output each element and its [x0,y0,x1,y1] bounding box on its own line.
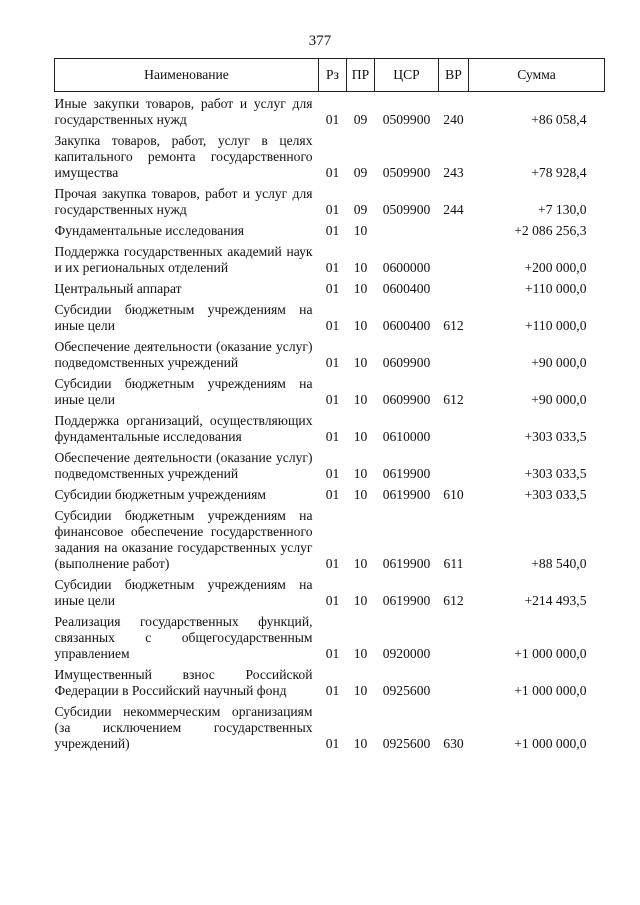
table-row [55,223,605,239]
cell-vr [439,667,469,699]
cell-rz: 01 [325,593,340,608]
cell-sum: +1 000 000,0 [514,683,587,698]
cell-name: Закупка товаров, работ, услуг в целях капитального ремонта государственного имущества [54,133,313,180]
cell-csr: 0619900 [382,466,431,481]
cell-pr: 10 [353,466,368,481]
cell-vr: 612 [443,392,464,407]
table-row [55,508,605,572]
cell-rz: 01 [325,112,340,127]
cell-rz: 01 [325,646,340,661]
cell-csr [375,223,439,239]
table-row [55,577,605,609]
cell-rz: 01 [325,281,340,296]
cell-csr: 0925600 [382,683,431,698]
table-row [55,339,605,371]
cell-name: Субсидии бюджетным учреждениям [54,487,267,502]
cell-sum: +78 928,4 [531,165,587,180]
cell-csr: 0600400 [382,281,431,296]
cell-name: Субсидии бюджетным учреждениям на финансовое обеспечение государственного задания на оказание государственных услуг (выполнение работ) [54,508,313,571]
cell-vr: 610 [443,487,464,502]
cell-name: Фундаментальные исследования [54,223,245,238]
cell-vr [439,339,469,371]
cell-sum: +303 033,5 [524,429,587,444]
column-header-pr: ПР [347,59,375,92]
budget-table [54,58,605,752]
cell-pr: 09 [353,165,368,180]
cell-sum: +88 540,0 [531,556,587,571]
cell-rz: 01 [325,487,340,502]
cell-name: Поддержка государственных академий наук и их региональных отделений [54,244,313,275]
cell-csr: 0600000 [382,260,431,275]
cell-pr: 10 [353,736,368,751]
column-header-vr: ВР [439,59,469,92]
cell-name: Поддержка организаций, осуществляющих фундаментальные исследования [54,413,313,444]
cell-pr: 10 [353,683,368,698]
column-header-sum: Сумма [469,59,605,92]
table-row [55,302,605,334]
table-row [55,376,605,408]
cell-rz: 01 [325,392,340,407]
cell-sum: +214 493,5 [524,593,587,608]
cell-pr: 10 [353,556,368,571]
cell-sum: +303 033,5 [524,466,587,481]
cell-name: Иные закупки товаров, работ и услуг для государственных нужд [54,96,313,127]
cell-sum: +110 000,0 [524,281,587,296]
table-row [55,450,605,482]
cell-sum: +2 086 256,3 [514,223,587,238]
cell-pr: 10 [353,318,368,333]
table-row [55,704,605,752]
cell-name: Обеспечение деятельности (оказание услуг) подведомственных учреждений [54,339,313,370]
cell-name: Обеспечение деятельности (оказание услуг) подведомственных учреждений [54,450,313,481]
cell-rz: 01 [325,683,340,698]
cell-vr: 244 [443,202,464,217]
table-row [55,281,605,297]
cell-vr: 612 [443,593,464,608]
cell-sum: +90 000,0 [531,355,587,370]
cell-name: Реализация государственных функций, связанных с общегосударственным управлением [54,614,313,661]
cell-vr [439,223,469,239]
cell-pr: 10 [353,487,368,502]
table-row [55,614,605,662]
table-row [55,667,605,699]
cell-vr [439,413,469,445]
cell-sum: +200 000,0 [524,260,587,275]
cell-pr: 10 [353,429,368,444]
cell-vr [439,614,469,662]
cell-csr: 0619900 [382,556,431,571]
cell-pr: 09 [353,112,368,127]
table-row [55,413,605,445]
cell-csr: 0610000 [382,429,431,444]
cell-rz: 01 [325,260,340,275]
table-row [55,487,605,503]
cell-vr [439,281,469,297]
column-header-rz: Рз [319,59,347,92]
cell-sum: +90 000,0 [531,392,587,407]
cell-vr: 611 [443,556,464,571]
table-row [55,186,605,218]
column-header-name: Наименование [55,59,319,92]
cell-sum: +1 000 000,0 [514,646,587,661]
cell-csr: 0509900 [382,165,431,180]
cell-rz: 01 [325,165,340,180]
cell-pr: 09 [353,202,368,217]
cell-csr: 0619900 [382,487,431,502]
cell-rz: 01 [325,223,340,238]
cell-csr: 0609900 [382,355,431,370]
cell-rz: 01 [325,355,340,370]
cell-name: Субсидии бюджетным учреждениям на иные цели [54,376,313,407]
cell-name: Субсидии некоммерческим организациям (за исключением государственных учреждений) [54,704,313,751]
cell-name: Центральный аппарат [54,281,182,296]
cell-rz: 01 [325,202,340,217]
cell-name: Имущественный взнос Российской Федерации в Российский научный фонд [54,667,313,698]
cell-pr: 10 [353,593,368,608]
cell-name: Субсидии бюджетным учреждениям на иные цели [54,302,313,333]
cell-sum: +86 058,4 [531,112,587,127]
cell-vr: 243 [443,165,464,180]
cell-sum: +7 130,0 [538,202,587,217]
cell-pr: 10 [353,281,368,296]
table-row [55,133,605,181]
cell-rz: 01 [325,429,340,444]
cell-vr: 630 [443,736,464,751]
cell-rz: 01 [325,736,340,751]
table-row [55,92,605,129]
cell-pr: 10 [353,646,368,661]
cell-sum: +303 033,5 [524,487,587,502]
cell-name: Субсидии бюджетным учреждениям на иные цели [54,577,313,608]
cell-sum: +110 000,0 [524,318,587,333]
cell-csr: 0920000 [382,646,431,661]
cell-rz: 01 [325,318,340,333]
cell-vr [439,450,469,482]
cell-csr: 0509900 [382,112,431,127]
table-header-row [55,59,605,92]
cell-pr: 10 [353,260,368,275]
page-number: 377 [308,33,332,49]
cell-pr: 10 [353,392,368,407]
cell-csr: 0609900 [382,392,431,407]
cell-vr: 612 [443,318,464,333]
cell-pr: 10 [353,223,368,238]
cell-vr [439,244,469,276]
cell-pr: 10 [353,355,368,370]
cell-rz: 01 [325,466,340,481]
cell-rz: 01 [325,556,340,571]
cell-csr: 0509900 [382,202,431,217]
cell-csr: 0600400 [382,318,431,333]
cell-vr: 240 [443,112,464,127]
cell-csr: 0619900 [382,593,431,608]
cell-name: Прочая закупка товаров, работ и услуг для государственных нужд [54,186,313,217]
cell-sum: +1 000 000,0 [514,736,587,751]
column-header-csr: ЦСР [375,59,439,92]
cell-csr: 0925600 [382,736,431,751]
table-row [55,244,605,276]
